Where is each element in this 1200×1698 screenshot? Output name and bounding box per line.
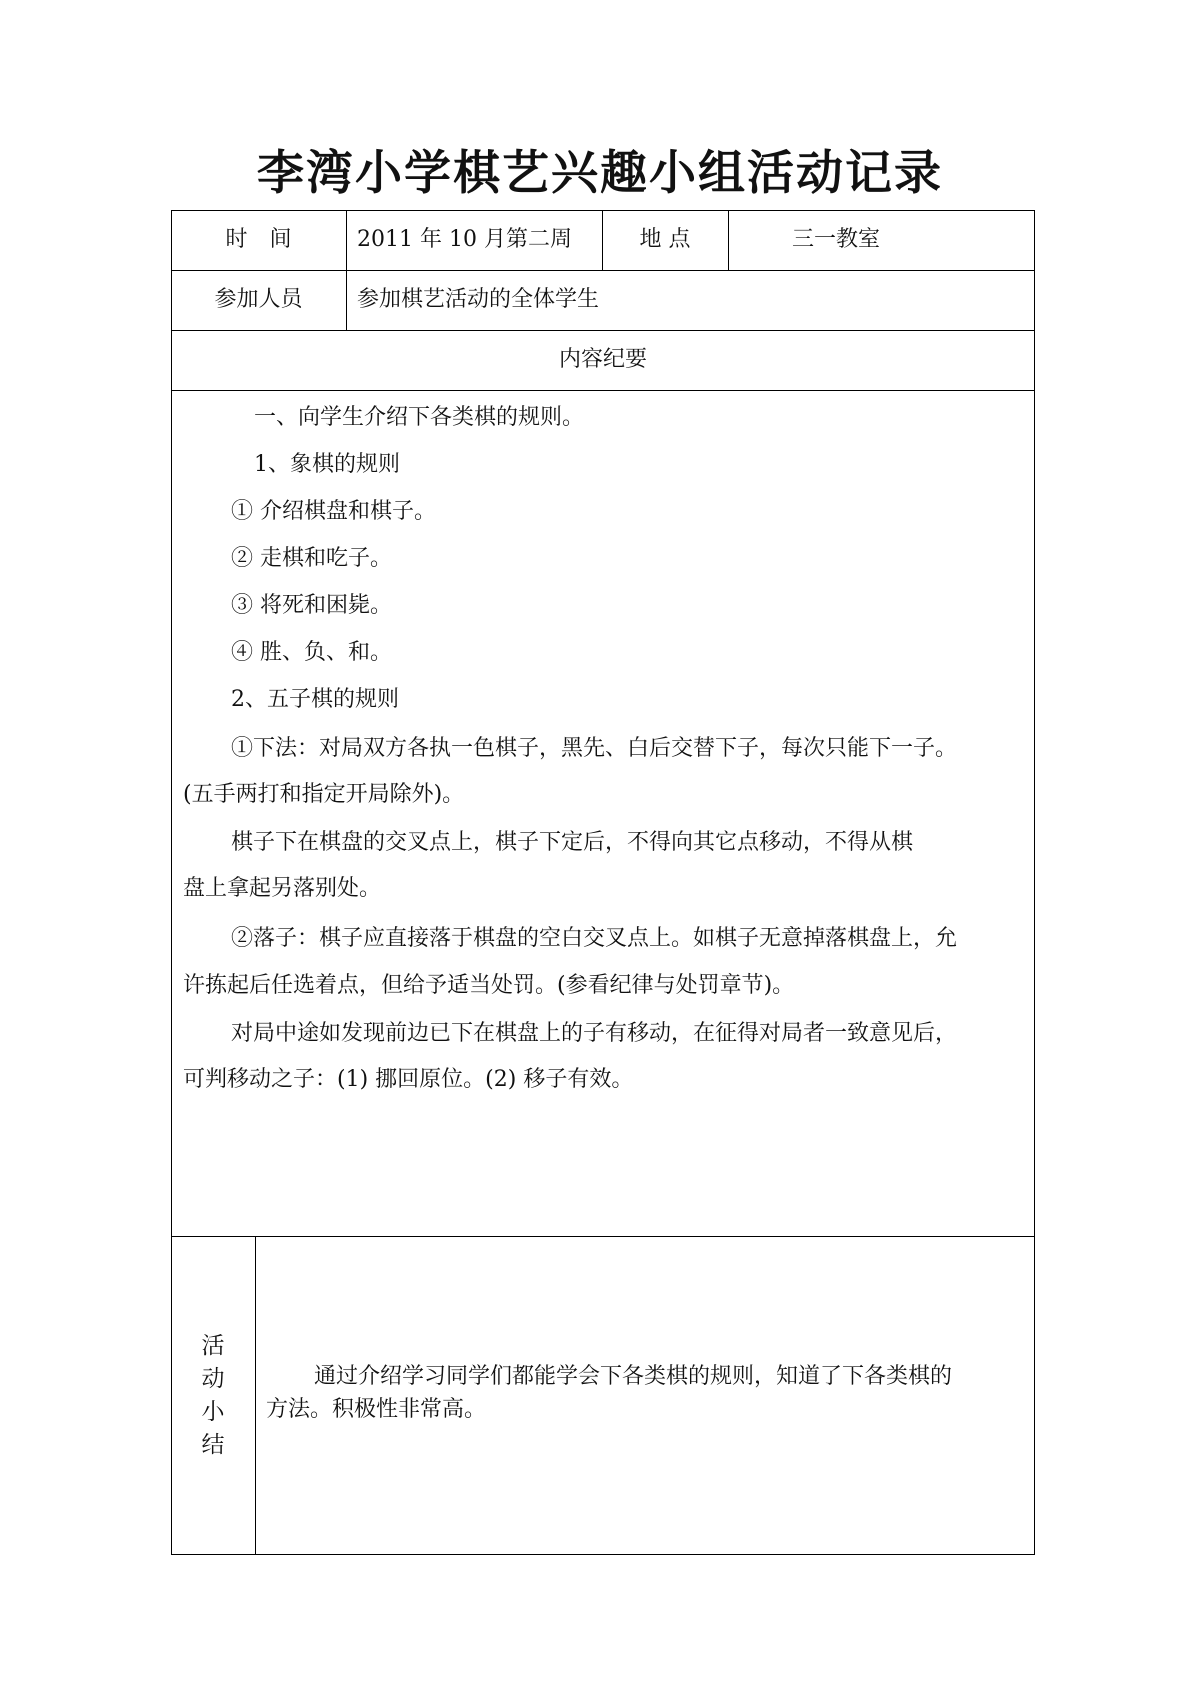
row-divider-content xyxy=(171,1236,1035,1237)
place-value: 三一教室 xyxy=(791,227,880,252)
content-line: (五手两打和指定开局除外)。 xyxy=(183,782,465,807)
content-line: ③ 将死和困毙。 xyxy=(231,593,392,618)
participants-label: 参加人员 xyxy=(214,287,303,312)
summary-line: 通过介绍学习同学们都能学会下各类棋的规则，知道了下各类棋的 xyxy=(314,1364,953,1389)
summary-label xyxy=(171,1330,255,1462)
content-line: ②落子：棋子应直接落于棋盘的空白交叉点上。如棋子无意掉落棋盘上，允 xyxy=(231,926,958,951)
summary-line: 方法。积极性非常高。 xyxy=(266,1397,487,1422)
time-label: 时 间 xyxy=(225,227,292,252)
content-line: ② 走棋和吃子。 xyxy=(231,546,392,571)
place-label: 地 点 xyxy=(639,227,691,252)
content-line: 1、象棋的规则 xyxy=(254,452,400,477)
summary-label-char: 活 xyxy=(201,1333,225,1359)
summary-label-char: 结 xyxy=(201,1432,225,1458)
content-line: 一、向学生介绍下各类棋的规则。 xyxy=(254,405,585,430)
content-line: ④ 胜、负、和。 xyxy=(231,640,392,665)
row-divider-heading xyxy=(171,390,1035,391)
summary-label-char: 小 xyxy=(201,1399,225,1425)
participants-value: 参加棋艺活动的全体学生 xyxy=(357,287,600,312)
content-line: 可判移动之子：(1) 挪回原位。(2) 移子有效。 xyxy=(183,1067,634,1092)
col-divider-summary xyxy=(255,1236,256,1555)
content-heading: 内容纪要 xyxy=(558,347,647,372)
content-line: 对局中途如发现前边已下在棋盘上的子有移动，在征得对局者一致意见后， xyxy=(231,1021,958,1046)
content-line: 盘上拿起另落别处。 xyxy=(183,876,382,901)
time-value: 2011 年 10 月第二周 xyxy=(357,227,572,252)
content-line: 棋子下在棋盘的交叉点上，棋子下定后，不得向其它点移动，不得从棋 xyxy=(231,830,914,855)
content-line: ① 介绍棋盘和棋子。 xyxy=(231,499,436,524)
content-line: 2、五子棋的规则 xyxy=(231,687,399,712)
content-line: ①下法：对局双方各执一色棋子，黑先、白后交替下子，每次只能下一子。 xyxy=(231,736,958,761)
col-divider-label xyxy=(346,210,347,330)
summary-label-char: 动 xyxy=(201,1366,225,1392)
document-title: 李湾小学棋艺兴趣小组活动记录 xyxy=(257,146,943,201)
content-line: 许拣起后任选着点，但给予适当处罚。(参看纪律与处罚章节)。 xyxy=(183,973,795,998)
